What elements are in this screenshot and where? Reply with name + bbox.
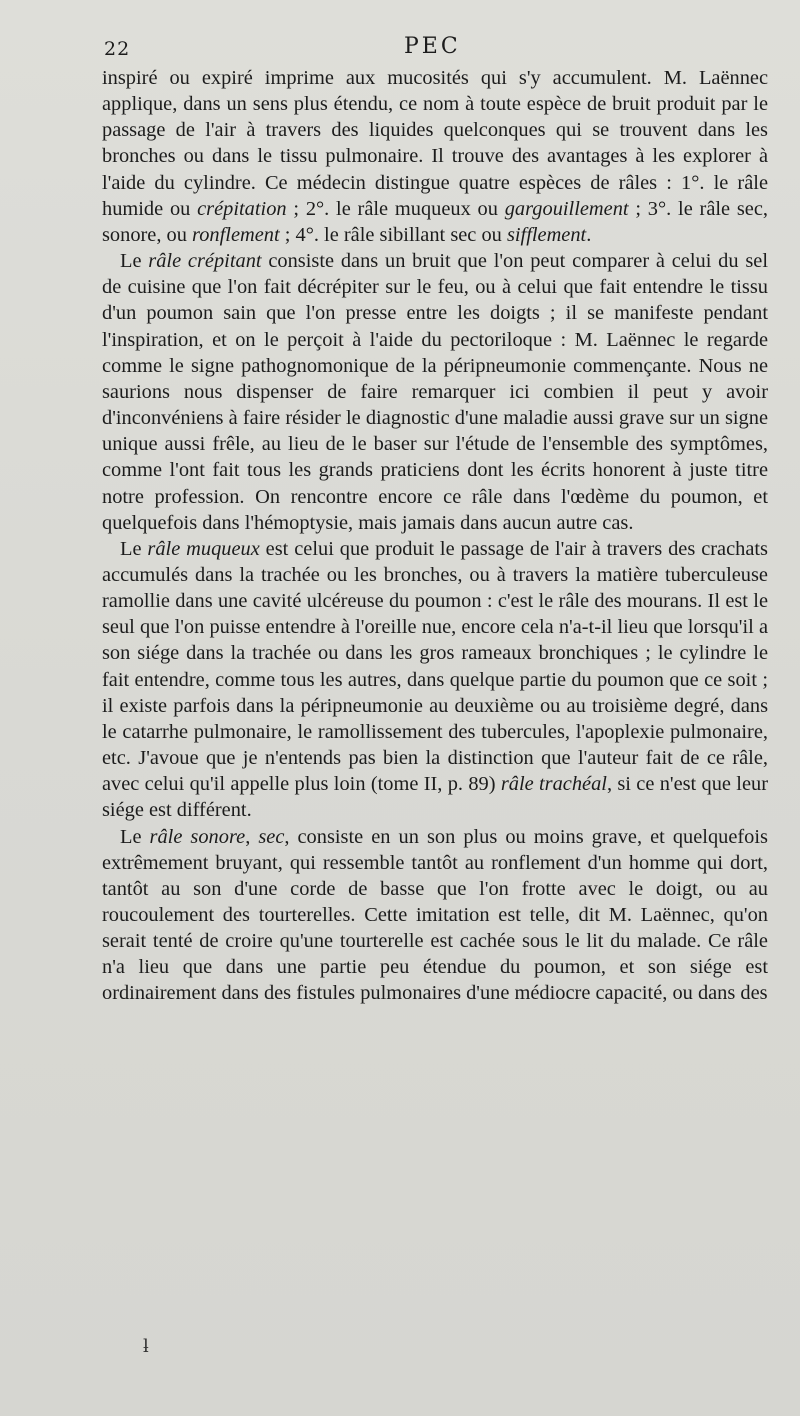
text-run: ; 3°. le râle sec, sonore, ou	[102, 197, 768, 246]
page-number: 22	[104, 38, 131, 60]
running-head: PEC	[404, 34, 461, 59]
page-header	[104, 34, 768, 64]
text-run: , consiste en un son plus ou moins grave, et quelquefois extrêmement bruyant, qui ressemble tantôt au ronflement d'un homme qui dort, tantôt au son d'une corde de basse que l'on frotte avec le doigt, ou au roucoulement des tourterelles. Cette imitation est telle, dit M. Laënnec, qu'on serait tenté de croire qu'une tourterelle est cachée sous le lit du malade. Ce râle n'a lieu que dans une partie peu étendue du poumon, et son siége est ordinairement dans des fistules pulmonaires d'une médiocre capacité, ou dans des	[102, 825, 768, 1005]
italic-term: ronflement	[192, 223, 280, 246]
paragraph	[102, 65, 768, 248]
italic-term: râle sonore	[149, 825, 246, 848]
paragraph	[102, 536, 768, 824]
footer-mark: ƚ	[143, 1336, 149, 1357]
italic-term: râle trachéal	[500, 773, 607, 796]
text-run: , si ce n'est que leur siége est différent.	[102, 773, 768, 822]
text-run: inspiré ou expiré imprime aux mucosités qui s'y accumulent. M. Laënnec applique, dans un sens plus étendu, ce nom à toute espèce de bruit produit par le passage de l'air à travers des liquides quelconques qui se trouvent dans les bronches ou dans le tissu pulmonaire. Il trouve des avantages à les explorer à l'aide du cylindre. Ce médecin distingue quatre espèces de râles : 1°. le râle humide ou	[102, 67, 768, 220]
text-run: ,	[245, 825, 259, 848]
text-run: est celui que produit le passage de l'air à travers des crachats accumulés dans la trachée ou les bronches, ou à travers la matière tuberculeuse ramollie dans une cavité ulcéreuse du poumon : c'est le râle des mourans. Il est le seul que l'on puisse entendre à l'oreille nue, encore cela n'a-t-il lieu que lorsqu'il a son siége dans la trachée ou dans les gros rameaux bronchiques ; le cylindre le fait entendre, comme tous les autres, dans quelque partie du poumon que ce soit ; il existe parfois dans la péripneumonie au deuxième ou au troisième degré, dans le catarrhe pulmonaire, le ramollissement des tubercules, l'apoplexie pulmonaire, etc. J'avoue que je n'entends pas bien la distinction que l'auteur fait de ce râle, avec celui qu'il appelle plus loin (tome II, p. 89)	[102, 537, 768, 796]
text-run: consiste dans un bruit que l'on peut comparer à celui du sel de cuisine que l'on fait décrépiter sur le feu, ou à celui que fait entendre le tissu d'un poumon sain que l'on presse entre les doigts ; il se manifeste pendant l'inspiration, et on le perçoit à l'aide du pectoriloque : M. Laënnec le regarde comme le signe pathognomonique de la péripneumonie commençante. Nous ne saurions nous dispenser de faire remarquer ici combien il peut y avoir d'inconvéniens à faire résider le diagnostic d'une maladie aussi grave sur un signe unique aussi frêle, au lieu de le baser sur l'étude de l'ensemble des symptômes, comme l'ont fait tous les grands praticiens dont les écrits honorent à juste titre notre profession. On rencontre encore ce râle dans l'œdème du poumon, et quelquefois dans l'hémoptysie, mais jamais dans aucun autre cas.	[102, 250, 768, 534]
italic-term: râle muqueux	[147, 537, 260, 560]
italic-term: râle crépitant	[148, 250, 262, 273]
italic-term: gargouillement	[504, 197, 629, 220]
body-text	[102, 65, 768, 1007]
text-run: ; 4°. le râle sibillant sec ou	[279, 223, 507, 246]
text-run: .	[586, 223, 592, 246]
text-run: ; 2°. le râle muqueux ou	[286, 197, 505, 220]
italic-term: sifflement	[506, 223, 587, 246]
text-run: Le	[120, 825, 150, 848]
italic-term: sec	[258, 825, 285, 848]
italic-term: crépitation	[197, 197, 287, 220]
text-run: Le	[120, 537, 148, 560]
paragraph	[102, 248, 768, 536]
text-run: Le	[120, 250, 149, 273]
paragraph	[102, 824, 768, 1007]
